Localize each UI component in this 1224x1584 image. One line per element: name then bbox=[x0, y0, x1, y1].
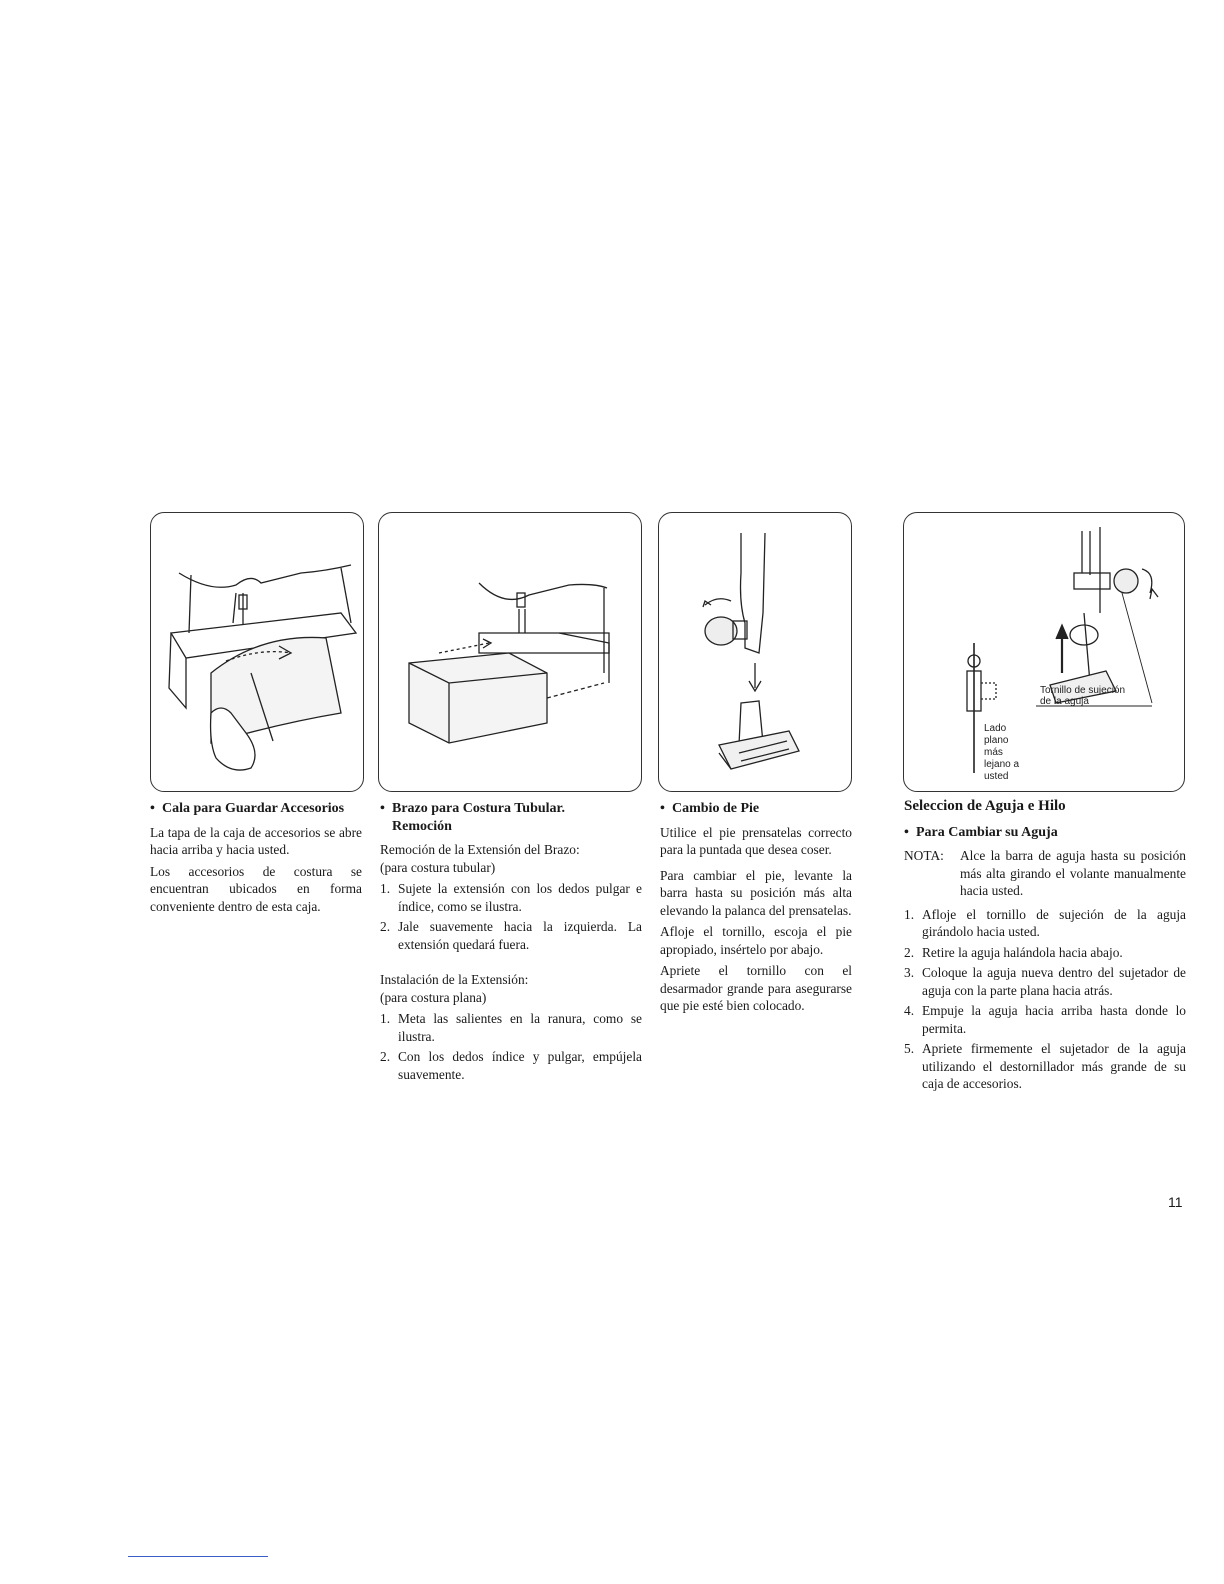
page-number: 11 bbox=[1168, 1194, 1183, 1210]
section-title: Seleccion de Aguja e Hilo bbox=[904, 798, 1066, 814]
presser-foot-paragraph-3: Afloje el tornillo, escoja el pie apropiado, insértelo por abajo. bbox=[660, 924, 852, 957]
install-steps bbox=[380, 1010, 642, 1083]
accessory-box-paragraph-1: La tapa de la caja de accesorios se abre hacia arriba y hacia usted. bbox=[150, 824, 362, 857]
list-item: 5. Apriete firmemente el sujetador de la aguja utilizando el destornillador más grande de su caja de accesorios. bbox=[904, 1041, 1186, 1091]
column-needle bbox=[904, 798, 1186, 1097]
needle-illustration bbox=[904, 513, 1184, 791]
note bbox=[904, 847, 1186, 900]
label-screw-line1: Tornillo de sujeción bbox=[1040, 685, 1126, 696]
presser-foot-paragraph-4: Apriete el tornillo con el desarmador grande para asegurarse que pie esté bien colocado. bbox=[660, 963, 852, 1013]
accessory-box-paragraph-2: Los accesorios de costura se encuentran ubicados en forma conveniente dentro de esta caja. bbox=[150, 863, 362, 914]
removal-steps bbox=[380, 880, 642, 953]
note-text: Alce la barra de aguja hasta su posición más alta girando el volante manualmente hacia usted. bbox=[960, 848, 1186, 898]
removal-title: Remoción de la Extensión del Brazo: bbox=[380, 842, 580, 857]
label-flat-side-5: usted bbox=[984, 771, 1009, 782]
column-accessory-box bbox=[150, 800, 362, 919]
figure-accessory-box bbox=[150, 512, 364, 792]
label-screw-line2: de la aguja bbox=[1040, 696, 1089, 707]
list-item: 2. Con los dedos índice y pulgar, empújela suavemente. bbox=[380, 1049, 642, 1082]
list-item: 4. Empuje la aguja hacia arriba hasta donde lo permita. bbox=[904, 1003, 1186, 1036]
column-presser-foot bbox=[660, 800, 852, 1019]
column-free-arm bbox=[380, 800, 642, 1087]
bottom-rule bbox=[128, 1556, 268, 1557]
label-flat-side-2: plano bbox=[984, 735, 1009, 746]
presser-foot-paragraph-2: Para cambiar el pie, levante la barra hasta su posición más alta elevando la palanca del prensatelas. bbox=[660, 867, 852, 918]
presser-foot-heading: • Cambio de Pie bbox=[660, 801, 760, 816]
free-arm-heading: • Brazo para Costura Tubular. Remoción bbox=[380, 801, 565, 834]
list-item: 1. Sujete la extensión con los dedos pulgar e índice, como se ilustra. bbox=[380, 881, 642, 914]
change-needle-heading: • Para Cambiar su Aguja bbox=[904, 824, 1058, 840]
label-flat-side-3: más bbox=[984, 747, 1003, 758]
free-arm-illustration bbox=[379, 513, 641, 791]
removal-subtitle: (para costura tubular) bbox=[380, 859, 496, 875]
install-title: Instalación de la Extensión: bbox=[380, 972, 529, 987]
list-item: 1. Afloje el tornillo de sujeción de la aguja girándolo hacia usted. bbox=[904, 906, 1186, 939]
figure-presser-foot bbox=[658, 512, 852, 792]
label-flat-side-1: Lado bbox=[984, 723, 1007, 734]
accessory-box-illustration bbox=[151, 513, 363, 791]
accessory-box-heading: • Cala para Guardar Accesorios bbox=[150, 801, 345, 816]
list-item: 1. Meta las salientes en la ranura, como se ilustra. bbox=[380, 1011, 642, 1044]
presser-foot-paragraph-1: Utilice el pie prensatelas correcto para la puntada que desea coser. bbox=[660, 824, 852, 857]
list-item: 2. Retire la aguja halándola hacia abajo. bbox=[904, 944, 1123, 960]
install-subtitle: (para costura plana) bbox=[380, 989, 487, 1005]
note-label: NOTA: bbox=[904, 848, 944, 863]
figure-free-arm bbox=[378, 512, 642, 792]
figure-needle bbox=[903, 512, 1185, 792]
list-item: 2. Jale suavemente hacia la izquierda. La extensión quedará fuera. bbox=[380, 919, 642, 952]
needle-steps bbox=[904, 906, 1186, 1093]
list-item: 3. Coloque la aguja nueva dentro del sujetador de aguja con la parte plana hacia atrás. bbox=[904, 965, 1186, 998]
label-flat-side-4: lejano a bbox=[984, 759, 1020, 770]
presser-foot-illustration bbox=[659, 513, 851, 791]
